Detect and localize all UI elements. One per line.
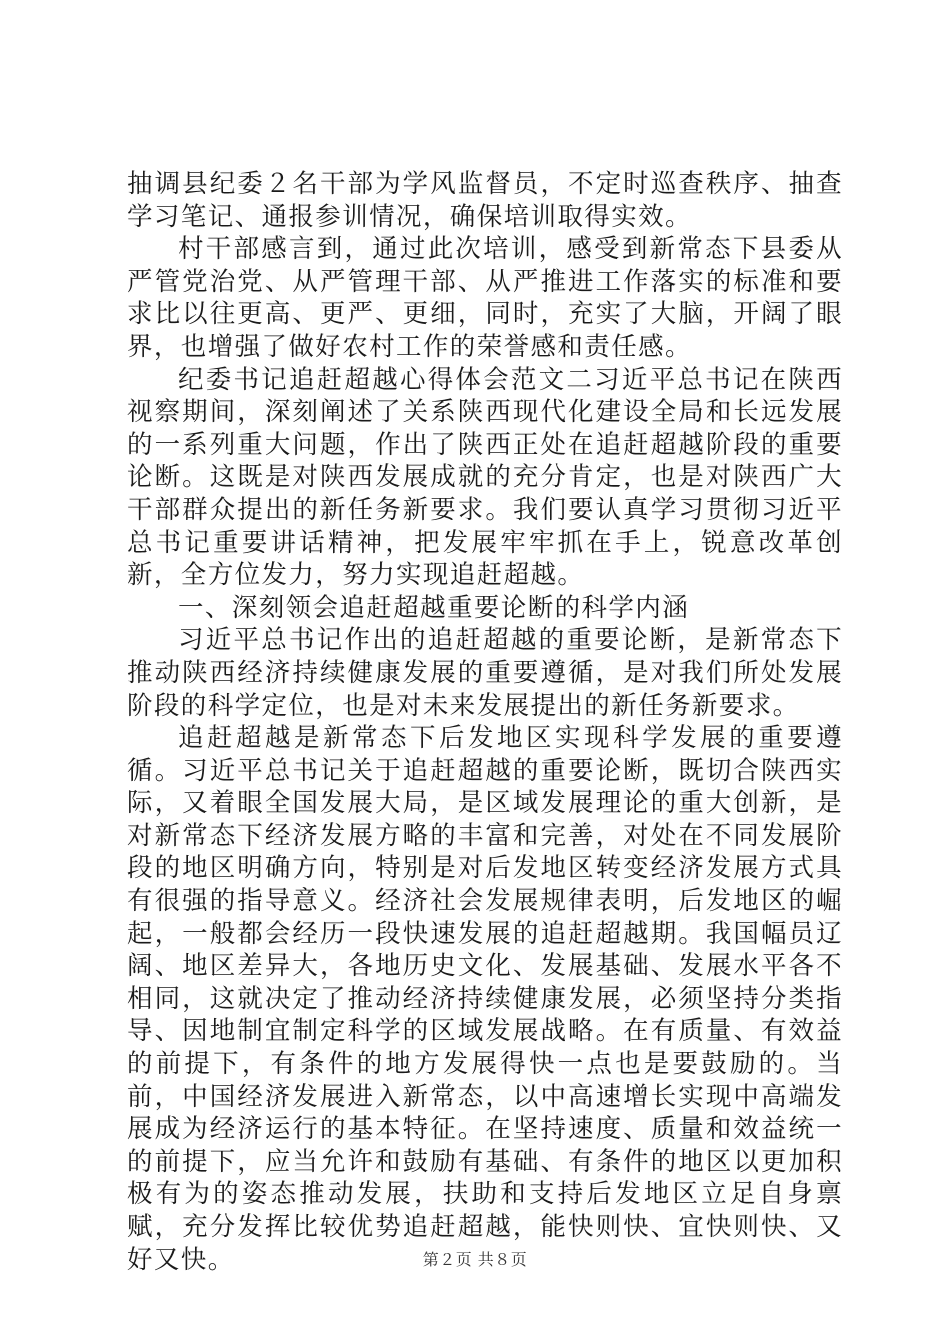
paragraph: 追赶超越是新常态下后发地区实现科学发展的重要遵循。习近平总书记关于追赶超越的重要论断，既切合陕西实际，又着眼全国发展大局，是区域发展理论的重大创新，是对新常态下经济发展方略的丰富和完善，对处在不同发展阶段的地区明确方向，特别是对后发地区转变经济发展方式具有很强的指导意义。经济社会发展规律表明，后发地区的崛起，一般都会经历一段快速发展的追赶超越期。我国幅员辽阔、地区差异大，各地历史文化、发展基础、发展水平各不相同，这就决定了推动经济持续健康发展，必须坚持分类指导、因地制宜制定科学的区域发展战略。在有质量、有效益的前提下，有条件的地方发展得快一点也是要鼓励的。当前，中国经济发展进入新常态，以中高速增长实现中高端发展成为经济运行的基本特征。在坚持速度、质量和效益统一的前提下，应当允许和鼓励有基础、有条件的地区以更加积极有为的姿态推动发展，扶助和支持后发地区立足自身禀赋，充分发挥比较优势追赶超越，能快则快、宜快则快、又好又快。 [127, 723, 843, 1275]
paragraph: 习近平总书记作出的追赶超越的重要论断，是新常态下推动陕西经济持续健康发展的重要遵循，是对我们所处发展阶段的科学定位，也是对未来发展提出的新任务新要求。 [127, 625, 843, 721]
paragraph: 纪委书记追赶超越心得体会范文二习近平总书记在陕西视察期间，深刻阐述了关系陕西现代化建设全局和长远发展的一系列重大问题，作出了陕西正处在追赶超越阶段的重要论断。这既是对陕西发展成就的充分肯定，也是对陕西广大干部群众提出的新任务新要求。我们要认真学习贯彻习近平总书记重要讲话精神，把发展牢牢抓在手上，锐意改革创新，全方位发力，努力实现追赶超越。 [127, 364, 843, 591]
paragraph-continued: 抽调县纪委２名干部为学风监督员，不定时巡查秩序、抽查学习笔记、通报参训情况，确保培训取得实效。 [127, 169, 843, 232]
paragraph: 村干部感言到，通过此次培训，感受到新常态下县委从严管党治党、从严管理干部、从严推进工作落实的标准和要求比以往更高、更严、更细，同时，充实了大脑，开阔了眼界，也增强了做好农村工作的荣誉感和责任感。 [127, 234, 843, 362]
page-number-footer: 第２页 共８页 [422, 1250, 528, 1269]
document-body [127, 168, 843, 1276]
section-heading: 一、深刻领会追赶超越重要论断的科学内涵 [178, 592, 690, 623]
